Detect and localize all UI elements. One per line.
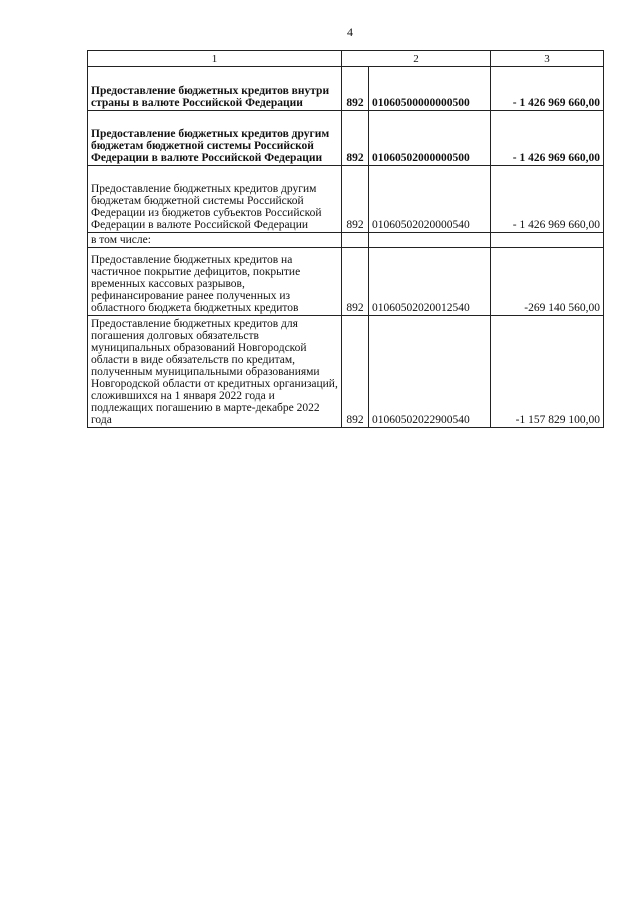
- row-admin-code: 892: [342, 111, 369, 166]
- row-name: в том числе:: [88, 233, 342, 248]
- row-sum: - 1 426 969 660,00: [491, 111, 604, 166]
- row-budget-code: 01060500000000500: [369, 67, 491, 111]
- row-sum: - 1 426 969 660,00: [491, 67, 604, 111]
- table-header-row: [88, 51, 604, 67]
- table-row: [88, 111, 604, 166]
- row-budget-code: 01060502022900540: [369, 316, 491, 428]
- row-budget-code: [369, 233, 491, 248]
- row-admin-code: 892: [342, 248, 369, 316]
- row-admin-code: 892: [342, 316, 369, 428]
- row-sum: -1 157 829 100,00: [491, 316, 604, 428]
- table-row: [88, 166, 604, 233]
- header-column-3: 3: [491, 51, 604, 67]
- row-budget-code: 01060502000000500: [369, 111, 491, 166]
- budget-credits-table: [87, 50, 604, 428]
- row-budget-code: 01060502020012540: [369, 248, 491, 316]
- row-sum: - 1 426 969 660,00: [491, 166, 604, 233]
- row-name: Предоставление бюджетных кредитов внутри страны в валюте Российской Федерации: [88, 67, 342, 111]
- row-sum: -269 140 560,00: [491, 248, 604, 316]
- header-column-2: 2: [342, 51, 491, 67]
- row-name: Предоставление бюджетных кредитов для погашения долговых обязательств муниципальных образований Новгородской области в виде обязательств по кредитам, полученным муниципальными образованиями Новгородской области от кредитных организаций, сложившихся на 1 января 2022 года и подлежащих погашению в марте-декабре 2022 года: [88, 316, 342, 428]
- row-admin-code: [342, 233, 369, 248]
- table-row: [88, 233, 604, 248]
- row-sum: [491, 233, 604, 248]
- row-admin-code: 892: [342, 67, 369, 111]
- page-number: 4: [347, 25, 353, 39]
- table-row: [88, 67, 604, 111]
- row-name: Предоставление бюджетных кредитов на частичное покрытие дефицитов, покрытие временных кассовых разрывов, рефинансирование ранее полученных из областного бюджета бюджетных кредитов: [88, 248, 342, 316]
- header-column-1: 1: [88, 51, 342, 67]
- row-name: Предоставление бюджетных кредитов другим бюджетам бюджетной системы Российской Федерации из бюджетов субъектов Российской Федерации в валюте Российской Федерации: [88, 166, 342, 233]
- row-budget-code: 01060502020000540: [369, 166, 491, 233]
- row-name: Предоставление бюджетных кредитов другим бюджетам бюджетной системы Российской Федерации в валюте Российской Федерации: [88, 111, 342, 166]
- row-admin-code: 892: [342, 166, 369, 233]
- table-row: [88, 248, 604, 316]
- table-row: [88, 316, 604, 428]
